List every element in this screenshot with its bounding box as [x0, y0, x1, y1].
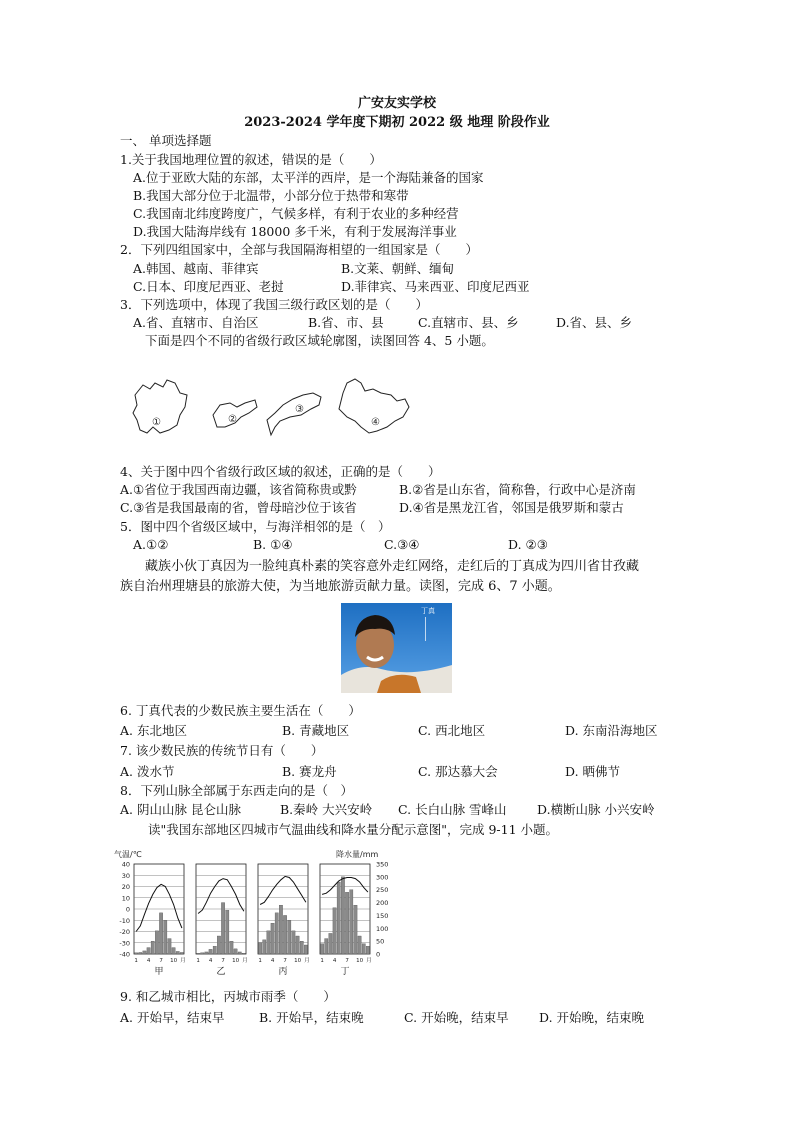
month-tick-label: 7 [159, 958, 163, 964]
dingzhen-photo [341, 603, 452, 693]
precipitation-bar [134, 953, 137, 954]
precipitation-tick-label: 50 [376, 937, 385, 946]
question-3-stem: 3．下列选项中，体现了我国三级行政区划的是（ ） [120, 297, 428, 312]
precipitation-bar [337, 882, 340, 954]
month-unit-label: 月 [366, 958, 372, 964]
precipitation-bar [279, 905, 282, 954]
month-tick-label: 1 [196, 958, 200, 964]
temperature-tick-label: 40 [121, 860, 130, 869]
question-6-option-a: A. 东北地区 [120, 723, 187, 738]
month-tick-label: 7 [345, 958, 349, 964]
precipitation-bar [304, 945, 307, 954]
precipitation-bar [263, 940, 266, 954]
question-5-option-b: B. ①④ [253, 537, 293, 552]
temperature-tick-label: -10 [119, 916, 130, 925]
question-7-stem: 7. 该少数民族的传统节日有（ ） [120, 743, 324, 758]
precipitation-bar [201, 953, 204, 954]
temperature-line [260, 876, 306, 904]
precipitation-bar [213, 946, 216, 954]
precipitation-tick-label: 300 [376, 873, 389, 882]
question-4-option-b: B.②省是山东省，简称鲁，行政中心是济南 [399, 482, 636, 497]
question-3-option-a: A.省、直辖市、自治区 [133, 315, 259, 330]
precipitation-bar [143, 951, 146, 954]
precipitation-bar [329, 933, 332, 954]
outline-label-4: ④ [371, 417, 380, 428]
month-tick-label: 4 [146, 958, 151, 964]
intro-9-11: 读"我国东部地区四城市气温曲线和降水量分配示意图"，完成 9-11 小题。 [148, 822, 559, 837]
precipitation-bar [271, 923, 274, 954]
question-6-option-c: C. 西北地区 [418, 723, 486, 738]
temperature-tick-label: -20 [119, 928, 130, 936]
precipitation-bar [350, 890, 353, 954]
outline-label-1: ① [152, 417, 161, 428]
precipitation-bar [217, 936, 220, 954]
precipitation-bar [139, 952, 142, 954]
precipitation-bar [345, 892, 348, 954]
month-tick-label: 10 [232, 958, 240, 964]
question-5-option-d: D. ②③ [508, 537, 548, 552]
panel-label: 乙 [216, 967, 226, 977]
precipitation-tick-label: 0 [376, 950, 381, 959]
precipitation-tick-label: 200 [376, 899, 389, 908]
question-7-option-d: D. 晒佛节 [565, 764, 621, 779]
month-unit-label: 月 [304, 958, 310, 964]
precipitation-bar [234, 949, 237, 954]
month-unit-label: 月 [180, 958, 186, 964]
precipitation-bar [147, 948, 150, 954]
question-4-option-c: C.③省是我国最南的省，曾母暗沙位于该省 [120, 500, 357, 515]
question-9-option-c: C. 开始晚，结束早 [404, 1010, 509, 1025]
question-1-stem: 1.关于我国地理位置的叙述，错误的是（ ） [120, 152, 382, 167]
climate-chart [112, 846, 394, 978]
question-8-option-d: D.横断山脉 小兴安岭 [537, 802, 655, 817]
month-tick-label: 10 [170, 958, 178, 964]
province-outline-3 [267, 393, 321, 435]
intro-6-7-line2: 族自治州理塘县的旅游大使，为当地旅游贡献力量。读图，完成 6、7 小题。 [120, 579, 561, 594]
precipitation-tick-label: 250 [376, 886, 389, 895]
precipitation-bar [180, 952, 183, 954]
month-tick-label: 4 [208, 958, 213, 964]
question-6-option-b: B. 青藏地区 [282, 723, 350, 738]
question-4-stem: 4、关于图中四个省级行政区域的叙述，正确的是（ ） [120, 464, 441, 479]
month-tick-label: 7 [221, 958, 225, 964]
precipitation-bar [230, 941, 233, 954]
question-9-option-a: A. 开始早，结束早 [120, 1010, 225, 1025]
precipitation-bar [333, 908, 336, 954]
month-tick-label: 1 [320, 958, 324, 964]
precipitation-bar [258, 942, 261, 954]
precipitation-bar [242, 953, 245, 954]
precipitation-bar [196, 953, 199, 954]
precipitation-bar [267, 931, 270, 954]
temperature-line [136, 884, 182, 931]
precipitation-bar [172, 948, 175, 954]
intro-6-7-line1: 藏族小伙丁真因为一脸纯真朴素的笑容意外走红网络，走红后的丁真成为四川省甘孜藏 [145, 559, 640, 574]
question-1-option-c: C.我国南北纬度跨度广，气候多样，有利于农业的多种经营 [133, 206, 459, 221]
precipitation-bar [205, 952, 208, 954]
question-2-option-d: D.菲律宾、马来西亚、印度尼西亚 [341, 279, 530, 294]
precipitation-bar [176, 951, 179, 954]
outline-label-3: ③ [295, 404, 304, 415]
intro-4-5: 下面是四个不同的省级行政区域轮廓图，读图回答 4、5 小题。 [145, 333, 494, 348]
precipitation-bar [292, 931, 295, 954]
month-tick-label: 10 [294, 958, 302, 964]
temperature-line [198, 879, 244, 914]
precipitation-bar [238, 952, 241, 954]
question-8-option-b: B.秦岭 大兴安岭 [280, 802, 373, 817]
precipitation-bar [341, 877, 344, 954]
temperature-tick-label: -40 [119, 950, 130, 959]
precipitation-bar [209, 949, 212, 954]
question-8-option-c: C. 长白山脉 雪峰山 [398, 802, 507, 817]
temperature-line [322, 878, 368, 895]
precipitation-bar [288, 921, 291, 954]
question-2-option-c: C.日本、印度尼西亚、老挝 [133, 279, 284, 294]
precipitation-bar [164, 921, 167, 954]
temperature-tick-label: 0 [125, 905, 130, 914]
precipitation-bar [155, 931, 158, 954]
precipitation-bar [159, 913, 162, 954]
precipitation-bar [362, 944, 365, 954]
precipitation-bar [275, 913, 278, 954]
outline-label-2: ② [228, 414, 237, 425]
month-tick-label: 4 [270, 958, 275, 964]
question-2-option-a: A.韩国、越南、菲律宾 [133, 261, 259, 276]
photo-caption: 丁真 [421, 607, 435, 615]
question-7-option-a: A. 泼水节 [120, 764, 175, 779]
precipitation-tick-label: 150 [376, 911, 389, 920]
month-tick-label: 1 [134, 958, 138, 964]
question-8-stem: 8．下列山脉全部属于东西走向的是（ ） [120, 783, 353, 798]
temperature-tick-label: 10 [121, 894, 130, 903]
question-7-option-b: B. 赛龙舟 [282, 764, 337, 779]
precipitation-bar [354, 905, 357, 954]
temperature-tick-label: 20 [121, 883, 130, 891]
precipitation-bar [296, 936, 299, 954]
precipitation-axis-label: 降水量/mm [336, 850, 379, 859]
panel-label: 丙 [278, 967, 288, 977]
question-5-option-c: C.③④ [384, 537, 420, 552]
question-4-option-d: D.④省是黑龙江省，邻国是俄罗斯和蒙古 [399, 500, 624, 515]
month-tick-label: 7 [283, 958, 287, 964]
precipitation-bar [325, 939, 328, 954]
question-3-option-d: D.省、县、乡 [556, 315, 633, 330]
question-9-stem: 9. 和乙城市相比，丙城市雨季（ ） [120, 989, 336, 1004]
panel-label: 丁 [340, 967, 350, 977]
precipitation-bar [283, 915, 286, 954]
precipitation-tick-label: 100 [376, 924, 389, 933]
question-6-option-d: D. 东南沿海地区 [565, 723, 658, 738]
school-name: 广安友实学校 [357, 96, 436, 111]
temperature-tick-label: -30 [119, 939, 130, 948]
precipitation-bar [151, 941, 154, 954]
precipitation-bar [226, 910, 229, 954]
temperature-tick-label: 30 [121, 871, 130, 880]
panel-label: 甲 [154, 967, 164, 977]
question-9-option-b: B. 开始早，结束晚 [259, 1010, 364, 1025]
province-outlines-figure [125, 375, 415, 440]
month-tick-label: 4 [332, 958, 337, 964]
precipitation-bar [168, 939, 171, 954]
question-2-option-b: B.文莱、朝鲜、缅甸 [341, 261, 455, 276]
precipitation-tick-label: 350 [376, 860, 389, 869]
question-5-stem: 5．图中四个省级区域中，与海洋相邻的是（ ） [120, 519, 391, 534]
precipitation-bar [358, 936, 361, 954]
question-2-stem: 2．下列四组国家中，全部与我国隔海相望的一组国家是（ ） [120, 242, 478, 257]
page-title: 2023-2024 学年度下期初 2022 级 地理 阶段作业 [244, 115, 550, 130]
question-6-stem: 6. 丁真代表的少数民族主要生活在（ ） [120, 703, 361, 718]
precipitation-bar [300, 941, 303, 954]
question-3-option-b: B.省、市、县 [308, 315, 384, 330]
temperature-axis-label: 气温/℃ [114, 850, 142, 859]
question-3-option-c: C.直辖市、县、乡 [418, 315, 519, 330]
section-heading: 一、 单项选择题 [120, 133, 212, 148]
precipitation-bar [320, 944, 323, 954]
question-1-option-a: A.位于亚欧大陆的东部，太平洋的西岸，是一个海陆兼备的国家 [133, 170, 484, 185]
question-4-option-a: A.①省位于我国西南边疆，该省简称贵或黔 [120, 482, 357, 497]
question-7-option-c: C. 那达慕大会 [418, 764, 498, 779]
question-1-option-b: B.我国大部分位于北温带，小部分位于热带和寒带 [133, 188, 409, 203]
month-tick-label: 10 [356, 958, 364, 964]
question-1-option-d: D.我国大陆海岸线有 18000 多千米，有利于发展海洋事业 [133, 224, 457, 239]
precipitation-bar [221, 903, 224, 954]
precipitation-bar [366, 946, 369, 954]
question-5-option-a: A.①② [133, 537, 169, 552]
question-9-option-d: D. 开始晚，结束晚 [539, 1010, 645, 1025]
question-8-option-a: A. 阴山山脉 昆仑山脉 [120, 802, 241, 817]
month-tick-label: 1 [258, 958, 262, 964]
month-unit-label: 月 [242, 958, 248, 964]
